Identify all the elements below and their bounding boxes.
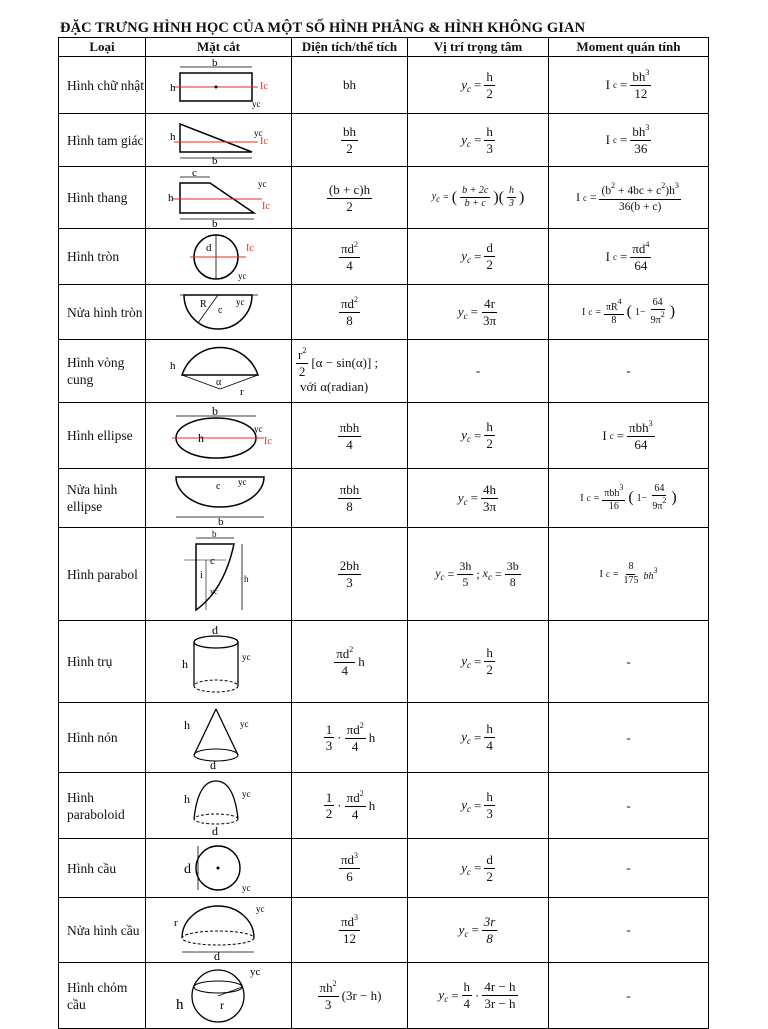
row-name: Hình vòng cung bbox=[59, 340, 146, 403]
properties-table bbox=[58, 37, 709, 1029]
row-name: Hình ellipse bbox=[59, 403, 146, 469]
label-h: h bbox=[243, 574, 248, 584]
header-mat-cat: Mặt cắt bbox=[146, 38, 292, 57]
centroid-formula: - bbox=[475, 363, 481, 378]
cone-figure bbox=[146, 703, 292, 773]
label-r: r bbox=[239, 386, 244, 398]
label-d: d bbox=[183, 862, 191, 877]
label-ic: Ic bbox=[259, 136, 268, 147]
table-row: Hình thang c b h Ic yc (b + c)h 2 yc = ( b + 2c b + c )( h 3 ) I c = $(b^2 + 4bc + c^2)h^3$ 36(b + c) bbox=[59, 167, 709, 229]
table-row: Hình chữ nhật b h Ic yc bh $y_c$ = h 2 I c = $bh^3$ 12 bbox=[59, 57, 709, 114]
label-b: b bbox=[211, 405, 218, 418]
row-name: Nửa hình cầu bbox=[59, 898, 146, 963]
label-d: d bbox=[205, 241, 211, 254]
table-row: Hình nón h d yc 1 3 · $\pi d^2$ 4 h $y_c$ = h 4 - bbox=[59, 703, 709, 773]
label-h: h bbox=[183, 791, 190, 806]
label-h: h bbox=[197, 430, 204, 445]
label-yc: yc bbox=[239, 718, 248, 729]
label-c: c bbox=[209, 555, 215, 567]
half-ellipse-section-figure bbox=[146, 469, 292, 528]
table-row: Hình vòng cung h α r $r^2$ 2 [α − sin(α)] ; với α(radian) - - bbox=[59, 340, 709, 403]
label-b: b bbox=[211, 530, 216, 539]
label-ic: Ic bbox=[261, 200, 270, 212]
label-b: b bbox=[211, 155, 217, 164]
header-moment: Moment quán tính bbox=[549, 38, 709, 57]
row-name: Nửa hình ellipse bbox=[59, 469, 146, 528]
paraboloid-figure bbox=[146, 773, 292, 839]
label-yc: yc bbox=[251, 99, 260, 109]
moment-formula: - bbox=[626, 653, 631, 669]
triangle-section-figure bbox=[146, 114, 292, 167]
label-i: i bbox=[199, 570, 203, 581]
label-yc: yc bbox=[241, 651, 250, 662]
label-ic: Ic bbox=[259, 81, 268, 92]
row-name: Hình trụ bbox=[59, 621, 146, 703]
row-name: Hình tam giác bbox=[59, 114, 146, 167]
label-yc: yc bbox=[241, 788, 250, 799]
label-yc: yc bbox=[257, 178, 266, 189]
moment-formula: - bbox=[626, 860, 631, 875]
label-h: h bbox=[169, 131, 175, 143]
label-r: R bbox=[199, 299, 207, 310]
row-name: Hình chỏm cầu bbox=[59, 963, 146, 1029]
label-c: c bbox=[217, 305, 222, 316]
label-d: d bbox=[213, 949, 220, 960]
rectangle-section-figure bbox=[146, 57, 292, 114]
label-yc: yc bbox=[249, 965, 260, 978]
label-r: r bbox=[219, 997, 224, 1012]
label-h: h bbox=[175, 996, 183, 1013]
label-yc: yc bbox=[253, 423, 262, 434]
table-row: Hình parabol b h c i yc 2bh 3 $y_c$ = 3h 5 ; $x_c$ = 3b 8 I c = 8 175 $bh^3$ bbox=[59, 528, 709, 621]
table-row: Hình tròn d Ic yc $\pi d^2$ 4 $y_c$ = d 2 I c = $\pi d^4$ 64 bbox=[59, 229, 709, 285]
semicircle-section-figure bbox=[146, 285, 292, 340]
label-d: d bbox=[209, 757, 216, 771]
table-row: Hình tam giác b h Ic yc bh 2 $y_c$ = h 3 I c = $bh^3$ 36 bbox=[59, 114, 709, 167]
row-name: Hình cầu bbox=[59, 839, 146, 898]
label-yc: yc bbox=[255, 904, 264, 914]
label-h: h bbox=[167, 191, 173, 204]
label-yc: yc bbox=[237, 477, 246, 487]
row-name: Hình tròn bbox=[59, 229, 146, 285]
table-row: Hình trụ d h yc $\pi d^2$ 4 h $y_c$ = h 2 - bbox=[59, 621, 709, 703]
label-yc: yc bbox=[235, 297, 244, 307]
moment-formula: - bbox=[626, 987, 631, 1003]
cylinder-figure bbox=[146, 621, 292, 703]
moment-formula: - bbox=[626, 797, 631, 813]
label-yc: yc bbox=[241, 883, 250, 893]
label-b: b bbox=[211, 59, 217, 69]
row-name: Hình paraboloid bbox=[59, 773, 146, 839]
header-row bbox=[59, 38, 709, 57]
table-row: Nửa hình ellipse c b yc πbh 8 $y_c$ = 4h 3π I c = πbh$^3$ 16 ( 1− 64 $9\pi^2$ ) bbox=[59, 469, 709, 528]
label-b: b bbox=[211, 217, 217, 227]
label-d: d bbox=[211, 823, 218, 837]
hemisphere-figure bbox=[146, 898, 292, 963]
label-c: c bbox=[215, 481, 220, 492]
row-name: Hình parabol bbox=[59, 528, 146, 621]
table-row: Hình paraboloid h d yc 1 2 · $\pi d^2$ 4 h $y_c$ = h 3 - bbox=[59, 773, 709, 839]
table-row: Nửa hình tròn R c yc $\pi d^2$ 8 $y_c$ = 4r 3π I c = $\pi R^4$ 8 ( 1− 64 $9\pi^2$ ) bbox=[59, 285, 709, 340]
moment-formula: - bbox=[626, 922, 631, 937]
label-ic: Ic bbox=[245, 242, 254, 254]
row-name: Hình thang bbox=[59, 167, 146, 229]
area-formula: bh bbox=[343, 77, 356, 92]
table-row: Hình cầu d yc $\pi d^3$ 6 $y_c$ = d 2 - bbox=[59, 839, 709, 898]
table-row: Hình ellipse b h Ic yc πbh 4 $y_c$ = h 2 I c = πbh$^3$ 64 bbox=[59, 403, 709, 469]
ellipse-section-figure bbox=[146, 403, 292, 469]
label-yc: yc bbox=[237, 270, 246, 281]
label-h: h bbox=[169, 360, 175, 372]
circle-section-figure bbox=[146, 229, 292, 285]
row-name: Hình chữ nhật bbox=[59, 57, 146, 114]
table-row: Nửa hình cầu r d yc $\pi d^3$ 12 $y_c$ = 3r 8 - bbox=[59, 898, 709, 963]
sphere-figure bbox=[146, 839, 292, 898]
header-loai: Loại bbox=[59, 38, 146, 57]
circular-segment-figure bbox=[146, 340, 292, 403]
header-trong-tam: Vị trí trọng tâm bbox=[408, 38, 549, 57]
label-b: b bbox=[217, 516, 223, 525]
label-yc: yc bbox=[209, 587, 218, 596]
row-name: Nửa hình tròn bbox=[59, 285, 146, 340]
header-dien-tich: Diện tích/thể tích bbox=[292, 38, 408, 57]
moment-formula: - bbox=[626, 729, 631, 745]
label-alpha: α bbox=[215, 377, 221, 388]
label-ic: Ic bbox=[263, 435, 272, 447]
moment-formula: - bbox=[626, 363, 631, 378]
label-h: h bbox=[181, 656, 188, 671]
label-h: h bbox=[183, 717, 190, 732]
label-d: d bbox=[211, 623, 218, 637]
table-row: Hình chỏm cầu h r yc $\pi h^2$ 3 (3r − h) $y_c$ = h 4 · 4r − h 3r − h - bbox=[59, 963, 709, 1029]
label-yc: yc bbox=[253, 128, 262, 138]
row-name: Hình nón bbox=[59, 703, 146, 773]
spherical-cap-figure bbox=[146, 963, 292, 1029]
label-r: r bbox=[173, 917, 178, 929]
label-c: c bbox=[191, 168, 197, 179]
page-title: ĐẶC TRƯNG HÌNH HỌC CỦA MỘT SỐ HÌNH PHẲNG & HÌNH KHÔNG GIAN bbox=[60, 20, 586, 36]
trapezoid-section-figure bbox=[146, 167, 292, 229]
label-h: h bbox=[169, 82, 175, 94]
parabola-section-figure bbox=[146, 528, 292, 621]
